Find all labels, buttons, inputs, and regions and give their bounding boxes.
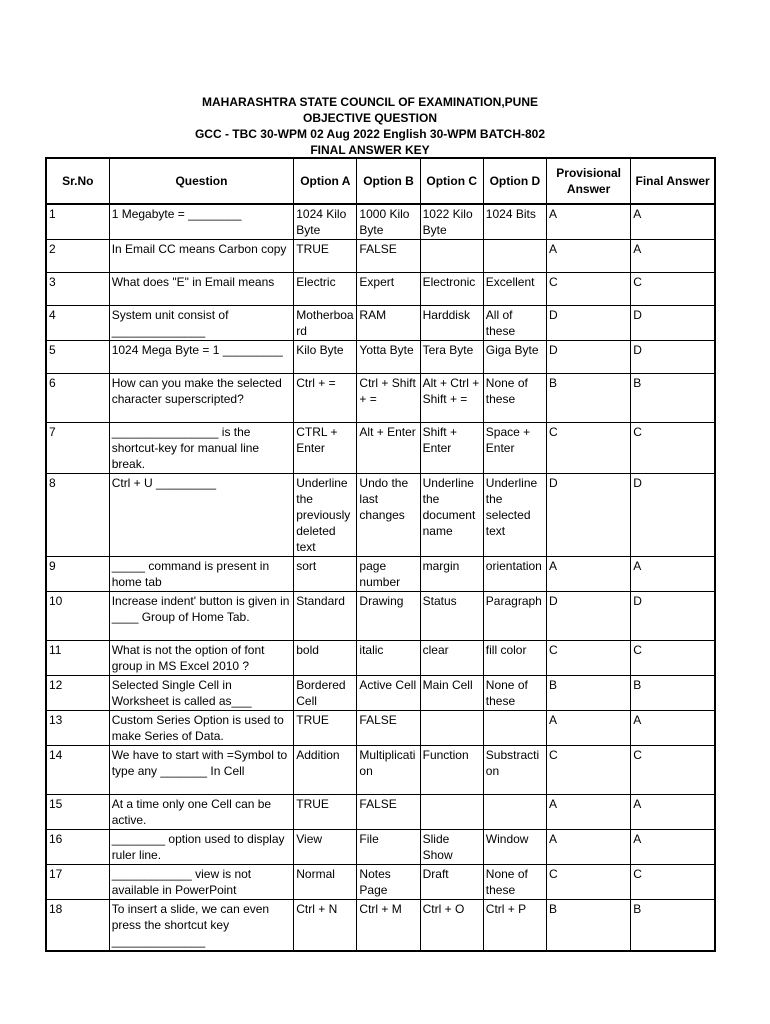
col-header-question: Question — [109, 158, 294, 204]
cell-final-answer: B — [631, 374, 715, 423]
cell-option-a: bold — [294, 641, 357, 676]
answer-key-table — [45, 157, 716, 952]
cell-final-answer: D — [631, 306, 715, 341]
cell-option-b: Multiplication — [357, 746, 420, 795]
table-row — [46, 341, 715, 374]
cell-sr-no: 12 — [46, 676, 109, 711]
cell-option-a: 1024 Kilo Byte — [294, 204, 357, 240]
cell-provisional-answer: D — [546, 592, 630, 641]
col-header-option-b: Option B — [357, 158, 420, 204]
cell-option-c: Alt + Ctrl + Shift + = — [420, 374, 483, 423]
final-answer-key-title: FINAL ANSWER KEY — [310, 143, 430, 157]
cell-final-answer: C — [631, 423, 715, 474]
cell-question: In Email CC means Carbon copy — [109, 240, 294, 273]
cell-option-d: All of these — [483, 306, 546, 341]
cell-question: 1024 Mega Byte = 1 _________ — [109, 341, 294, 374]
cell-final-answer: A — [631, 795, 715, 830]
cell-final-answer: C — [631, 641, 715, 676]
col-header-option-d: Option D — [483, 158, 546, 204]
table-row — [46, 711, 715, 746]
cell-option-a: TRUE — [294, 240, 357, 273]
cell-provisional-answer: B — [546, 374, 630, 423]
cell-option-b: Alt + Enter — [357, 423, 420, 474]
cell-option-d — [483, 795, 546, 830]
cell-option-c: Status — [420, 592, 483, 641]
cell-option-b: Ctrl + M — [357, 900, 420, 952]
cell-option-a: Standard — [294, 592, 357, 641]
cell-option-c — [420, 240, 483, 273]
cell-option-c: Underline the document name — [420, 474, 483, 557]
table-row — [46, 474, 715, 557]
cell-sr-no: 4 — [46, 306, 109, 341]
cell-question: How can you make the selected character superscripted? — [109, 374, 294, 423]
cell-question: 1 Megabyte = ________ — [109, 204, 294, 240]
cell-provisional-answer: C — [546, 423, 630, 474]
cell-option-a: Kilo Byte — [294, 341, 357, 374]
cell-question: We have to start with =Symbol to type any _______ In Cell — [109, 746, 294, 795]
col-header-option-c: Option C — [420, 158, 483, 204]
cell-option-d: None of these — [483, 676, 546, 711]
cell-option-a: TRUE — [294, 711, 357, 746]
cell-sr-no: 16 — [46, 830, 109, 865]
cell-provisional-answer: C — [546, 273, 630, 306]
col-header-final-answer: Final Answer — [631, 158, 715, 204]
cell-question: ____________ view is not available in PowerPoint — [109, 865, 294, 900]
cell-final-answer: C — [631, 865, 715, 900]
cell-option-b: Undo the last changes — [357, 474, 420, 557]
cell-sr-no: 3 — [46, 273, 109, 306]
cell-sr-no: 11 — [46, 641, 109, 676]
cell-option-b: File — [357, 830, 420, 865]
cell-option-b: FALSE — [357, 240, 420, 273]
cell-provisional-answer: A — [546, 795, 630, 830]
cell-option-a: TRUE — [294, 795, 357, 830]
cell-final-answer: D — [631, 592, 715, 641]
col-header-provisional-answer: Provisional Answer — [546, 158, 630, 204]
cell-provisional-answer: B — [546, 676, 630, 711]
cell-provisional-answer: A — [546, 557, 630, 592]
cell-option-c: Main Cell — [420, 676, 483, 711]
table-row — [46, 273, 715, 306]
cell-sr-no: 14 — [46, 746, 109, 795]
cell-provisional-answer: A — [546, 830, 630, 865]
cell-option-d — [483, 711, 546, 746]
col-header-sr-no: Sr.No — [46, 158, 109, 204]
cell-sr-no: 6 — [46, 374, 109, 423]
objective-question-title: OBJECTIVE QUESTION — [302, 111, 438, 125]
cell-option-b: Active Cell — [357, 676, 420, 711]
table-row — [46, 900, 715, 952]
cell-option-b: FALSE — [357, 711, 420, 746]
cell-option-a: Electric — [294, 273, 357, 306]
table-row — [46, 746, 715, 795]
cell-option-d: None of these — [483, 865, 546, 900]
cell-sr-no: 9 — [46, 557, 109, 592]
table-row — [46, 306, 715, 341]
document-header — [0, 94, 740, 158]
cell-option-d: Giga Byte — [483, 341, 546, 374]
cell-option-c: margin — [420, 557, 483, 592]
table-header-row — [46, 158, 715, 204]
cell-option-c: Shift + Enter — [420, 423, 483, 474]
cell-option-b: page number — [357, 557, 420, 592]
cell-option-c: Function — [420, 746, 483, 795]
cell-provisional-answer: A — [546, 204, 630, 240]
cell-question: Ctrl + U _________ — [109, 474, 294, 557]
cell-option-b: RAM — [357, 306, 420, 341]
cell-option-d: Excellent — [483, 273, 546, 306]
cell-final-answer: A — [631, 711, 715, 746]
cell-final-answer: A — [631, 830, 715, 865]
cell-provisional-answer: A — [546, 240, 630, 273]
cell-final-answer: B — [631, 676, 715, 711]
cell-final-answer: D — [631, 474, 715, 557]
cell-sr-no: 2 — [46, 240, 109, 273]
cell-option-a: View — [294, 830, 357, 865]
cell-option-c: clear — [420, 641, 483, 676]
cell-question: _____ command is present in home tab — [109, 557, 294, 592]
cell-provisional-answer: C — [546, 746, 630, 795]
cell-option-b: italic — [357, 641, 420, 676]
col-header-option-a: Option A — [294, 158, 357, 204]
table-row — [46, 423, 715, 474]
table-row — [46, 592, 715, 641]
table-row — [46, 641, 715, 676]
cell-question: What is not the option of font group in MS Excel 2010 ? — [109, 641, 294, 676]
cell-option-d: fill color — [483, 641, 546, 676]
cell-provisional-answer: C — [546, 865, 630, 900]
cell-option-d: None of these — [483, 374, 546, 423]
table-row — [46, 240, 715, 273]
cell-option-b: Notes Page — [357, 865, 420, 900]
cell-provisional-answer: B — [546, 900, 630, 952]
cell-question: Increase indent' button is given in ____ Group of Home Tab. — [109, 592, 294, 641]
table-body — [46, 204, 715, 951]
cell-option-a: Ctrl + N — [294, 900, 357, 952]
cell-provisional-answer: D — [546, 474, 630, 557]
cell-sr-no: 10 — [46, 592, 109, 641]
cell-option-d: Underline the selected text — [483, 474, 546, 557]
cell-option-d — [483, 240, 546, 273]
cell-final-answer: A — [631, 240, 715, 273]
cell-option-c: Electronic — [420, 273, 483, 306]
cell-provisional-answer: D — [546, 306, 630, 341]
cell-option-a: Bordered Cell — [294, 676, 357, 711]
cell-option-a: Ctrl + = — [294, 374, 357, 423]
cell-sr-no: 18 — [46, 900, 109, 952]
cell-final-answer: C — [631, 746, 715, 795]
cell-option-a: sort — [294, 557, 357, 592]
cell-sr-no: 5 — [46, 341, 109, 374]
cell-question: ________________ is the shortcut-key for manual line break. — [109, 423, 294, 474]
cell-option-c: Slide Show — [420, 830, 483, 865]
cell-option-a: CTRL + Enter — [294, 423, 357, 474]
cell-option-d: orientation — [483, 557, 546, 592]
table-row — [46, 676, 715, 711]
cell-question: System unit consist of ______________ — [109, 306, 294, 341]
cell-sr-no: 13 — [46, 711, 109, 746]
cell-option-b: FALSE — [357, 795, 420, 830]
cell-option-c — [420, 711, 483, 746]
cell-option-c: Ctrl + O — [420, 900, 483, 952]
cell-option-a: Normal — [294, 865, 357, 900]
cell-option-b: 1000 Kilo Byte — [357, 204, 420, 240]
table-row — [46, 865, 715, 900]
council-title: MAHARASHTRA STATE COUNCIL OF EXAMINATION,PUNE — [202, 95, 538, 109]
table-row — [46, 830, 715, 865]
cell-option-c: Tera Byte — [420, 341, 483, 374]
cell-option-b: Yotta Byte — [357, 341, 420, 374]
cell-option-b: Expert — [357, 273, 420, 306]
cell-final-answer: B — [631, 900, 715, 952]
cell-provisional-answer: A — [546, 711, 630, 746]
cell-option-c: Harddisk — [420, 306, 483, 341]
cell-sr-no: 7 — [46, 423, 109, 474]
cell-option-c — [420, 795, 483, 830]
cell-sr-no: 8 — [46, 474, 109, 557]
cell-option-a: Motherboard — [294, 306, 357, 341]
cell-option-c: 1022 Kilo Byte — [420, 204, 483, 240]
cell-option-b: Drawing — [357, 592, 420, 641]
cell-option-d: Window — [483, 830, 546, 865]
cell-provisional-answer: D — [546, 341, 630, 374]
table-row — [46, 795, 715, 830]
cell-sr-no: 17 — [46, 865, 109, 900]
cell-final-answer: A — [631, 204, 715, 240]
cell-question: Selected Single Cell in Worksheet is called as___ — [109, 676, 294, 711]
cell-option-d: Substraction — [483, 746, 546, 795]
exam-details: GCC - TBC 30-WPM 02 Aug 2022 English 30-WPM BATCH-802 — [194, 127, 546, 141]
cell-final-answer: C — [631, 273, 715, 306]
cell-question: At a time only one Cell can be active. — [109, 795, 294, 830]
cell-option-d: Ctrl + P — [483, 900, 546, 952]
table-row — [46, 557, 715, 592]
cell-option-d: 1024 Bits — [483, 204, 546, 240]
cell-option-a: Underline the previously deleted text — [294, 474, 357, 557]
cell-final-answer: D — [631, 341, 715, 374]
cell-question: Custom Series Option is used to make Series of Data. — [109, 711, 294, 746]
cell-sr-no: 15 — [46, 795, 109, 830]
cell-question: To insert a slide, we can even press the shortcut key ______________ — [109, 900, 294, 952]
cell-option-b: Ctrl + Shift + = — [357, 374, 420, 423]
cell-question: ________ option used to display ruler line. — [109, 830, 294, 865]
cell-option-d: Space + Enter — [483, 423, 546, 474]
cell-final-answer: A — [631, 557, 715, 592]
cell-provisional-answer: C — [546, 641, 630, 676]
cell-sr-no: 1 — [46, 204, 109, 240]
cell-option-c: Draft — [420, 865, 483, 900]
table-row — [46, 374, 715, 423]
cell-question: What does "E" in Email means — [109, 273, 294, 306]
cell-option-d: Paragraph — [483, 592, 546, 641]
cell-option-a: Addition — [294, 746, 357, 795]
table-row — [46, 204, 715, 240]
